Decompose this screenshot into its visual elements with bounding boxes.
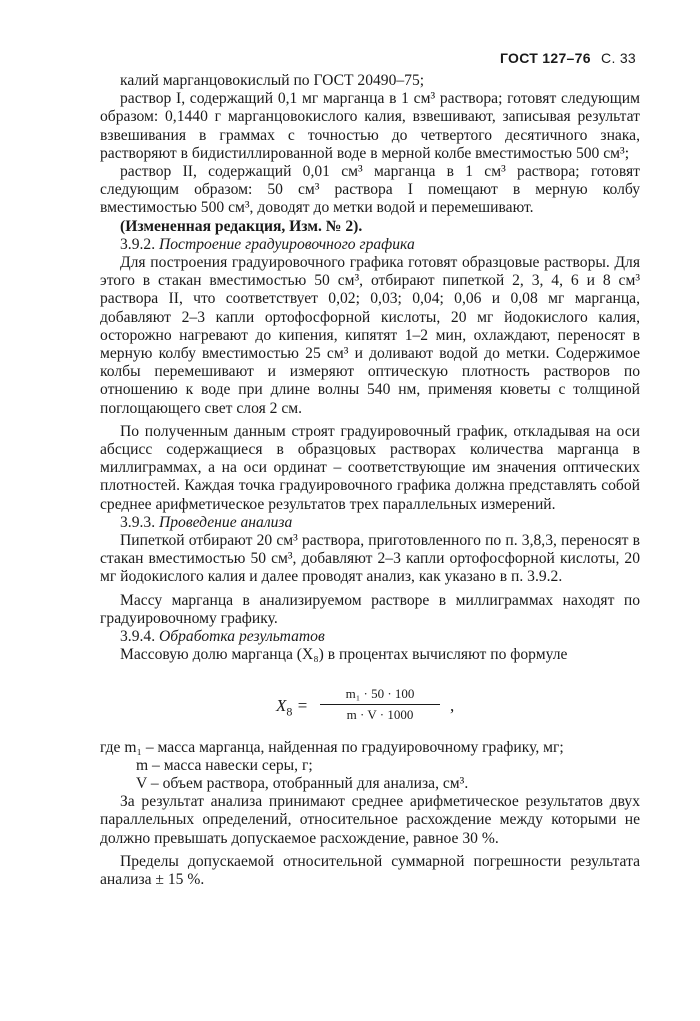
standard-number: ГОСТ 127–76 bbox=[499, 50, 591, 66]
section-title: Проведение анализа bbox=[159, 513, 293, 531]
paragraph-calibration-graph: По полученным данным строят градуировочный график, откладывая на оси абсцисс содержащиеся в образцовых растворах количества марганца в миллиграммах, а на оси ординат – соответствующие им значения оптических плотностей. Каждая точка градуировочного графика должна представлять собой среднее арифметическое результатов трех параллельных измерений. bbox=[100, 422, 640, 513]
paragraph-permanganate: калий марганцовокислый по ГОСТ 20490–75; bbox=[120, 72, 425, 89]
section-title: Обработка результатов bbox=[159, 628, 325, 646]
edition-note: (Измененная редакция, Изм. № 2). bbox=[120, 217, 363, 235]
section-number: 3.9.4. bbox=[120, 628, 156, 646]
definition-m1 bbox=[100, 739, 640, 757]
formula-trail: , bbox=[450, 695, 455, 715]
section-number: 3.9.3. bbox=[120, 513, 156, 531]
section-number: 3.9.2. bbox=[120, 235, 156, 253]
formula-fraction bbox=[320, 685, 440, 724]
paragraph-error-limits: Пределы допускаемой относительной суммарной погрешности результата анализа ± 15 %. bbox=[100, 852, 640, 888]
formula bbox=[100, 685, 640, 725]
definition-m: m – масса навески серы, г; bbox=[136, 756, 313, 774]
page-header bbox=[500, 50, 636, 66]
paragraph-formula-intro: Массовую долю марганца (X₈) в процентах вычисляют по формуле bbox=[120, 646, 568, 664]
formula-numerator: m₁ · 50 · 100 bbox=[320, 685, 440, 705]
paragraph-result: За результат анализа принимают среднее арифметическое результатов двух параллельных определений, относительное расхождение между которыми не должно превышать допускаемое расхождение, равное 30 %. bbox=[100, 793, 640, 847]
formula-lhs: $X_8$ = bbox=[276, 695, 309, 718]
where-word: где bbox=[100, 738, 121, 756]
paragraph-manganese-mass: Массу марганца в анализируемом растворе в миллиграммах находят по градуировочному графику. bbox=[100, 591, 640, 627]
section-heading-3-9-3 bbox=[100, 514, 640, 532]
paragraph-analysis: Пипеткой отбирают 20 см³ раствора, приготовленного по п. 3,8,3, переносят в стакан вместимостью 50 см³, добавляют 2–3 капли ортофосфорной кислоты, 20 мг йодокислого калия и далее проводят анализ, как указано в п. 3.9.2. bbox=[100, 532, 640, 586]
definition-v: V – объем раствора, отобранный для анализа, см³. bbox=[136, 774, 469, 792]
definition-text: m₁ – масса марганца, найденная по градуировочному графику, мг; bbox=[124, 738, 564, 756]
paragraph-solution-1: раствор I, содержащий 0,1 мг марганца в 1 см³ раствора; готовят следующим образом: 0,1440 г марганцовокислого калия, взвешивают, записывая результат взвешивания в граммах с точностью до четвертого десятичного знака, растворяют в бидистиллированной воде в мерной колбе вместимостью 500 см³; bbox=[100, 90, 640, 162]
page-number: С. 33 bbox=[601, 50, 636, 66]
formula-denominator: m · V · 1000 bbox=[346, 706, 414, 722]
document-body bbox=[100, 72, 640, 889]
section-title: Построение градуировочного графика bbox=[159, 235, 415, 253]
section-heading-3-9-2 bbox=[100, 236, 640, 254]
section-heading-3-9-4 bbox=[100, 628, 640, 646]
paragraph-calibration-prep: Для построения градуировочного графика готовят образцовые растворы. Для этого в стакан вместимостью 50 см³, отбирают пипеткой 2, 3, 4, 6 и 8 см³ раствора II, что соответствует 0,02; 0,03; 0,04; 0,06 и 0,08 мг марганца, добавляют 2–3 капли ортофосфорной кислоты, 20 мг йодокислого калия, осторожно нагревают до кипения, кипятят 1–2 мин, охлаждают, переносят в мерную колбу вместимостью 25 см³ и доливают водой до метки. Содержимое колбы перемешивают и измеряют оптическую плотность растворов по отношению к воде при длине волны 540 нм, применяя кюветы с толщиной поглощающего свет слоя 2 см. bbox=[100, 254, 640, 417]
paragraph-solution-2: раствор II, содержащий 0,01 см³ марганца в 1 см³ раствора; готовят следующим образом: 50 см³ раствора I помещают в мерную колбу вместимостью 500 см³, доводят до метки водой и перемешивают. bbox=[100, 163, 640, 217]
